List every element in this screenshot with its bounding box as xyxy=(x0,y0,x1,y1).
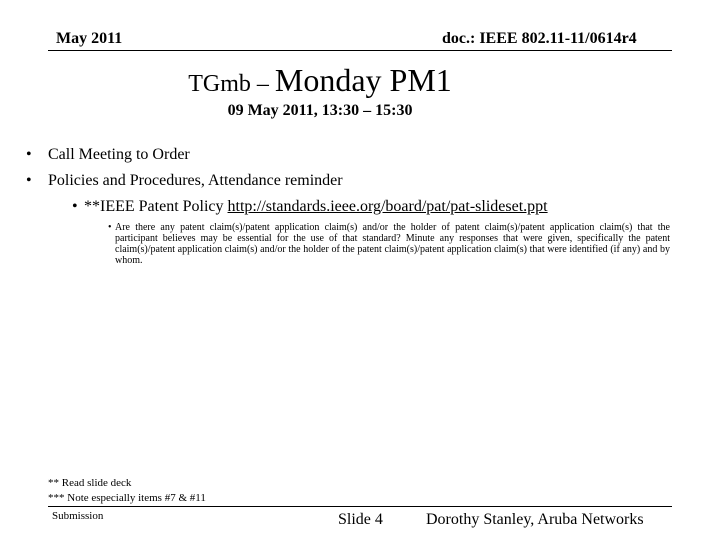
sub-bullet-prefix: **IEEE Patent Policy xyxy=(84,198,228,215)
bullet-dot-icon: • xyxy=(26,146,32,163)
bullet-list xyxy=(26,146,670,266)
header-rule xyxy=(48,50,672,51)
bullet-item xyxy=(26,172,666,190)
title-main: Monday PM1 xyxy=(274,62,452,98)
note-line: *** Note especially items #7 & #11 xyxy=(48,492,206,504)
bullet-text: Policies and Procedures, Attendance reminder xyxy=(48,172,343,189)
notes xyxy=(48,476,206,506)
bullet-dot-icon: • xyxy=(26,172,32,189)
bullet-item xyxy=(26,146,666,164)
note-line: ** Read slide deck xyxy=(48,477,132,489)
slide-title xyxy=(0,62,640,99)
bullet-text: Call Meeting to Order xyxy=(48,146,190,163)
title-prefix: TGmb – xyxy=(188,71,275,97)
bullet-dot-icon: • xyxy=(72,198,78,215)
footer-rule xyxy=(48,506,672,507)
header-doc-id: doc.: IEEE 802.11-11/0614r4 xyxy=(442,30,637,47)
patent-policy-link[interactable]: http://standards.ieee.org/board/pat/pat-slideset.ppt xyxy=(227,198,548,215)
footer-author: Dorothy Stanley, Aruba Networks xyxy=(426,511,644,528)
sub-bullet-text xyxy=(84,198,548,216)
sub-sub-bullet-text: Are there any patent claim(s)/patent application claim(s) and/or the holder of patent claim(s)/patent application claim(s) that the participant believes may be essential for the use of that standard? Minute any responses that were given, specifically the patent claim(s)/patent application claim(s) and/or the holder of the patent claim(s)/patent application claim(s) that were identified (if any) and by whom. xyxy=(115,222,670,266)
slide-subtitle: 09 May 2011, 13:30 – 15:30 xyxy=(227,102,413,119)
header-date: May 2011 xyxy=(56,30,123,47)
footer-submission: Submission xyxy=(52,510,104,522)
bullet-dot-icon: • xyxy=(108,222,112,233)
footer-slide-number: Slide 4 xyxy=(338,511,383,528)
sub-sub-bullet-item xyxy=(108,222,670,266)
sub-bullet-item xyxy=(72,198,666,216)
